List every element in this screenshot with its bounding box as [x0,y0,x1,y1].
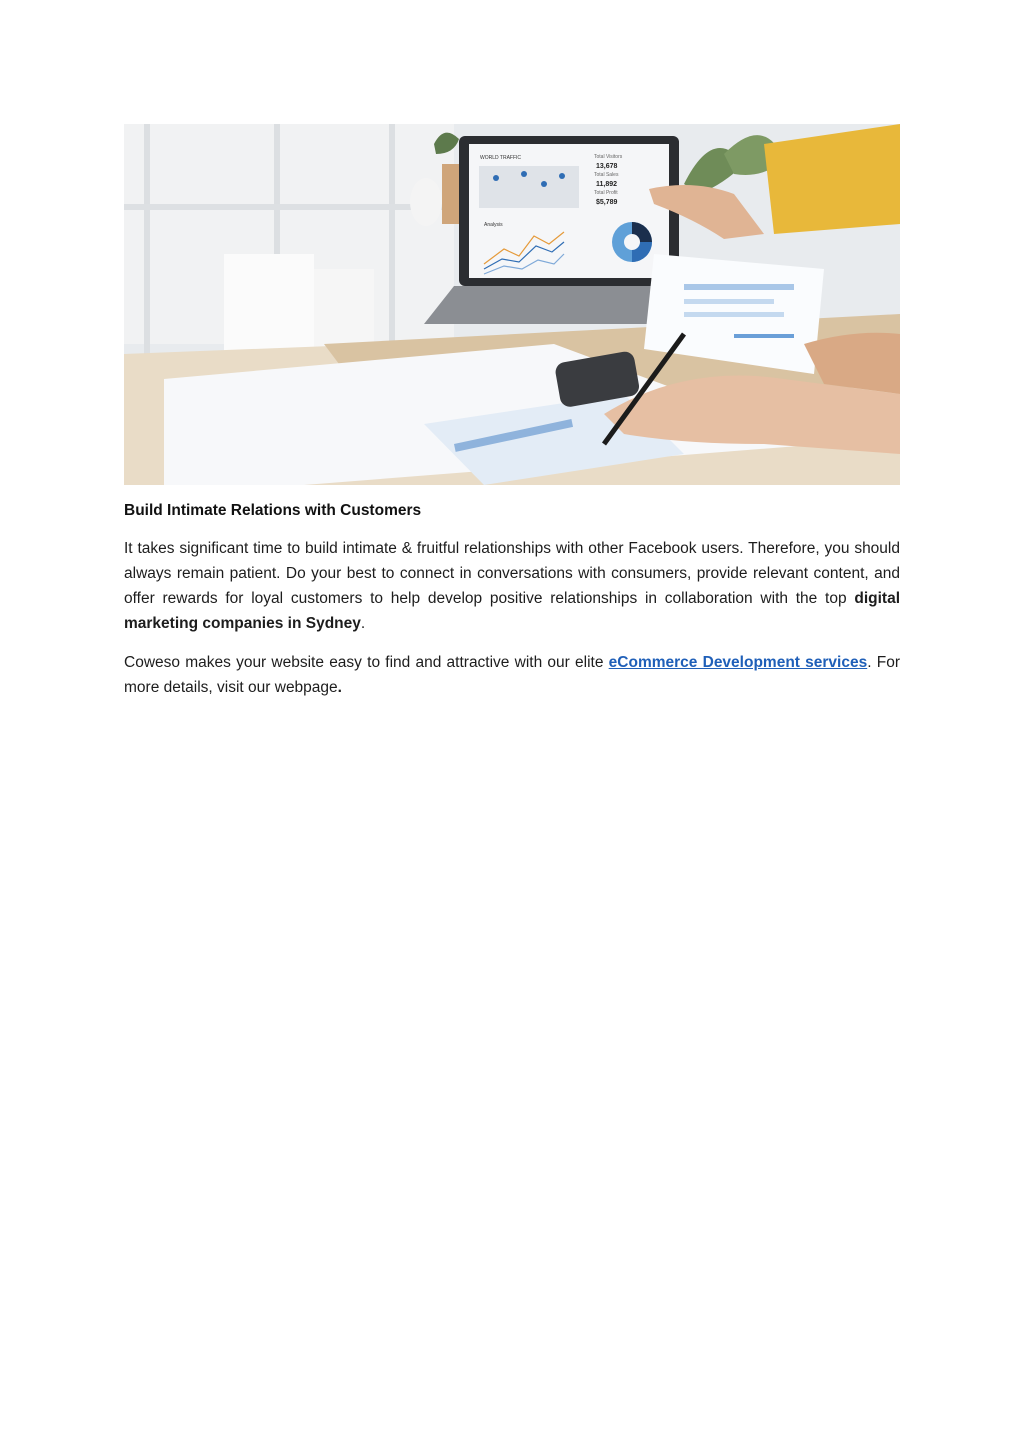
screen-stat2-label: Total Sales [594,172,619,178]
paragraph-text: It takes significant time to build intimate & fruitful relationships with other Facebook users. Therefore, you should always remain patient. Do your best to connect in conversations with consumers, provide relevant content, and offer rewards for loyal customers to help develop positive relationships in collaboration with the top [124,540,900,607]
paragraph-end: . [360,615,366,632]
screen-map-title: WORLD TRAFFIC [480,155,522,161]
screen-stat3-value: $5,789 [596,199,618,206]
screen-stat1-label: Total Visitors [594,154,623,160]
article-photo [124,124,900,485]
screen-stat1-value: 13,678 [596,163,618,170]
screen-analysis-label: Analysis [484,222,503,228]
paragraph-coweso [124,650,900,700]
article-body [124,500,900,714]
ecommerce-development-link[interactable]: eCommerce Development services [608,654,868,671]
paragraph-text: Coweso makes your website easy to find and attractive with our elite [124,654,609,671]
paragraph-mid: . For more details, visit our webpage [124,654,900,696]
screen-stat3-label: Total Profit [594,190,618,196]
screen-stat2-value: 11,892 [596,181,618,188]
photo-illustration [124,124,900,485]
bold-phrase: digital marketing companies in Sydney [124,590,900,632]
paragraph-end: . [337,679,342,696]
section-heading: Build Intimate Relations with Customers [124,502,422,519]
paragraph-relationships [124,536,900,636]
